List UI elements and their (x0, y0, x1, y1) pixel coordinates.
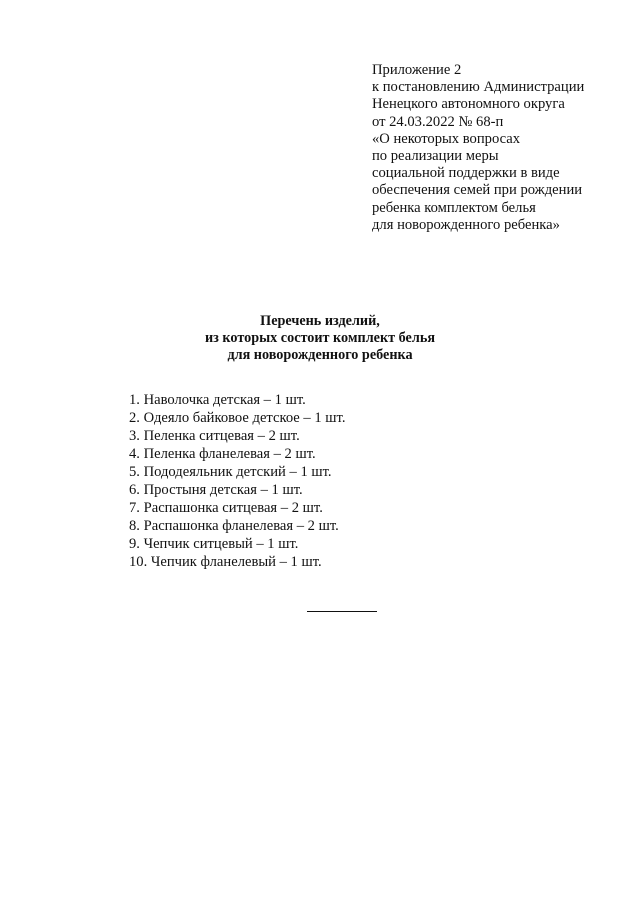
list-item: 9. Чепчик ситцевый – 1 шт. (129, 536, 299, 553)
title-line: из которых состоит комплект белья (205, 330, 435, 347)
list-item: 5. Пододеяльник детский – 1 шт. (129, 464, 332, 481)
list-item: 2. Одеяло байковое детское – 1 шт. (129, 410, 346, 427)
appendix-header (372, 62, 634, 234)
end-divider (307, 611, 377, 612)
appendix-line: по реализации меры (372, 148, 499, 165)
title-line: Перечень изделий, (260, 313, 380, 329)
appendix-line: Ненецкого автономного округа (372, 96, 565, 113)
appendix-line: для новорожденного ребенка» (372, 216, 560, 233)
list-item: 10. Чепчик фланелевый – 1 шт. (129, 554, 322, 571)
list-item: 1. Наволочка детская – 1 шт. (129, 392, 306, 408)
appendix-line: обеспечения семей при рождении (372, 182, 583, 199)
appendix-line: Приложение 2 (372, 62, 462, 78)
appendix-line: от 24.03.2022 № 68-п (372, 113, 504, 130)
items-list (129, 391, 345, 571)
title-line: для новорожденного ребенка (227, 347, 413, 364)
list-item: 4. Пеленка фланелевая – 2 шт. (129, 446, 316, 463)
appendix-line: к постановлению Администрации (372, 79, 585, 96)
document-title (0, 313, 640, 365)
list-item: 8. Распашонка фланелевая – 2 шт. (129, 518, 339, 535)
appendix-line: «О некоторых вопросах (372, 130, 521, 147)
list-item: 6. Простыня детская – 1 шт. (129, 482, 303, 499)
list-item: 3. Пеленка ситцевая – 2 шт. (129, 428, 300, 445)
appendix-line: социальной поддержки в виде (372, 165, 560, 182)
appendix-line: ребенка комплектом белья (372, 199, 536, 216)
list-item: 7. Распашонка ситцевая – 2 шт. (129, 500, 323, 517)
